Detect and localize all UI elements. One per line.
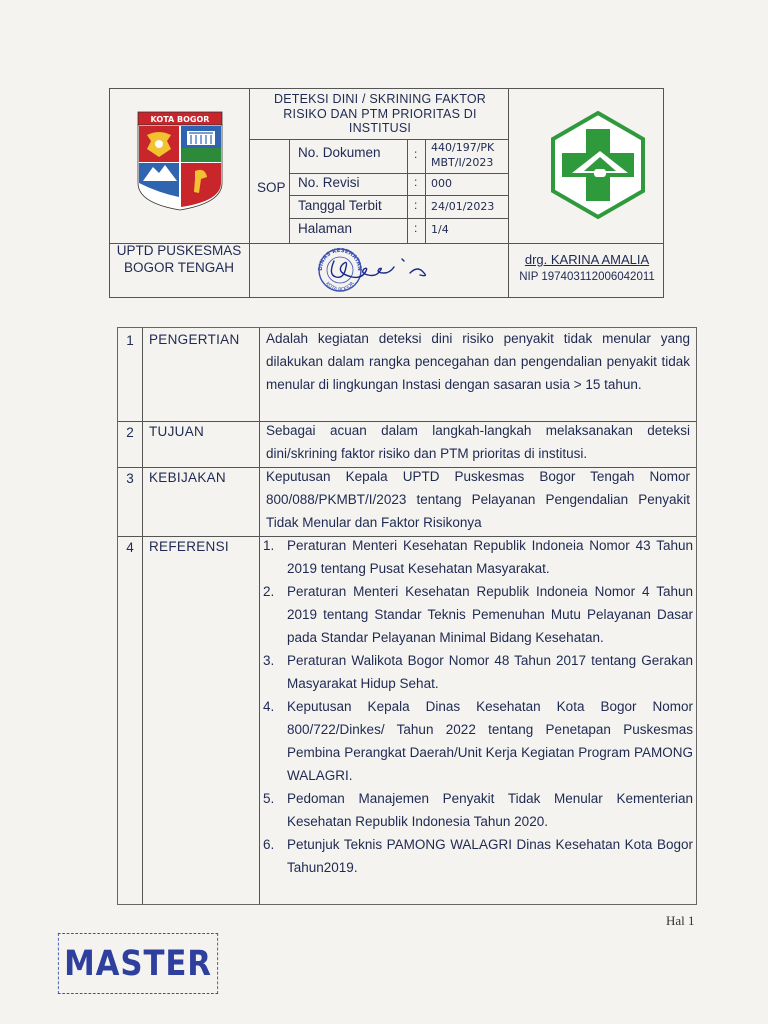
meta-colon: :	[414, 175, 418, 189]
section-text-tujuan: Sebagai acuan dalam langkah-langkah melaksanakan deteksi dini/skrining faktor risiko dan PTM prioritas di institusi.	[266, 423, 690, 461]
section-number: 1	[126, 333, 134, 348]
meta-label-halaman: Halaman	[298, 221, 353, 236]
master-stamp: MASTER	[58, 933, 218, 994]
meta-value-tanggal-terbit: 24/01/2023	[431, 200, 495, 213]
kota-bogor-logo	[137, 111, 223, 211]
divider	[142, 328, 143, 904]
section-title-tujuan: TUJUAN	[149, 424, 205, 439]
list-item-number: 4.	[263, 699, 275, 714]
divider	[289, 139, 290, 243]
meta-label-tanggal-terbit: Tanggal Terbit	[298, 198, 382, 213]
divider	[249, 89, 250, 297]
logo-text: KOTA BOGOR	[150, 115, 210, 124]
sop-label: SOP	[257, 180, 286, 195]
stamp-top-text: DINAS KESEHATAN	[317, 247, 363, 272]
meta-label-no-dokumen: No. Dokumen	[298, 145, 381, 160]
list-item-text: Peraturan Walikota Bogor Nomor 48 Tahun 2017 tentang Gerakan Masyarakat Hidup Sehat.	[287, 653, 693, 691]
list-item-number: 2.	[263, 584, 275, 599]
signer-nip: NIP 197403112006042011	[519, 271, 655, 283]
section-title-referensi: REFERENSI	[149, 539, 229, 554]
list-item-text: Keputusan Kepala Dinas Kesehatan Kota Bogor Nomor 800/722/Dinkes/ Tahun 2022 tentang Penetapan Puskesmas Pembina Perangkat Daerah/Unit Kerja Kegiatan Program PAMONG WALAGRI.	[287, 699, 693, 783]
meta-value-halaman: 1/4	[431, 223, 449, 236]
divider	[425, 139, 426, 243]
content-table	[117, 327, 697, 905]
list-item	[263, 534, 693, 580]
section-number: 4	[126, 540, 134, 555]
divider	[289, 218, 508, 219]
meta-value-no-dokumen: 440/197/PK MBT/I/2023	[431, 141, 495, 169]
divider	[407, 139, 408, 243]
list-item-number: 1.	[263, 538, 275, 553]
list-item-number: 5.	[263, 791, 275, 806]
stamp-bottom-text: KOTA BOGOR	[324, 280, 356, 293]
divider	[289, 173, 508, 174]
section-text-kebijakan: Keputusan Kepala UPTD Puskesmas Bogor Tengah Nomor 800/088/PKMBT/I/2023 tentang Pelayanan Pengendalian Penyakit Tidak Menular dan Faktor Risikonya	[266, 469, 690, 530]
list-item-text: Pedoman Manajemen Penyakit Tidak Menular Kementerian Kesehatan Republik Indonesia Tahun 2020.	[287, 791, 693, 829]
section-number: 2	[126, 425, 134, 440]
meta-colon: :	[414, 198, 418, 212]
sop-header	[109, 88, 664, 298]
list-item	[263, 649, 693, 695]
list-item	[263, 695, 693, 787]
unit-name: UPTD PUSKESMAS BOGOR TENGAH	[116, 243, 242, 275]
meta-label-no-revisi: No. Revisi	[298, 175, 360, 190]
official-stamp-signature	[306, 247, 446, 293]
list-item-text: Peraturan Menteri Kesehatan Republik Indoneia Nomor 4 Tahun 2019 tentang Standar Teknis Pemenuhan Mutu Pelayanan Dasar pada Standar Pelayanan Minimal Bidang Kesehatan.	[287, 584, 693, 645]
divider	[259, 328, 260, 904]
reference-list	[263, 534, 693, 879]
page-number: Hal 1	[666, 913, 695, 928]
section-title-pengertian: PENGERTIAN	[149, 332, 240, 347]
meta-colon: :	[414, 147, 418, 161]
list-item-number: 6.	[263, 837, 275, 852]
list-item	[263, 833, 693, 879]
section-title-kebijakan: KEBIJAKAN	[149, 470, 226, 485]
section-number: 3	[126, 471, 134, 486]
list-item	[263, 787, 693, 833]
svg-text:KOTA BOGOR	[324, 281, 356, 293]
list-item-number: 3.	[263, 653, 275, 668]
document-title: DETEKSI DINI / SKRINING FAKTOR RISIKO DAN PTM PRIORITAS DI INSTITUSI	[273, 92, 487, 135]
puskesmas-logo	[542, 109, 654, 221]
list-item	[263, 580, 693, 649]
section-text-pengertian: Adalah kegiatan deteksi dini risiko penyakit tidak menular yang dilakukan dalam rangka pencegahan dan pengendalian penyakit tidak menular di lingkungan Instasi dengan sasaran usia > 15 tahun.	[266, 331, 690, 392]
list-item-text: Peraturan Menteri Kesehatan Republik Indoneia Nomor 43 Tahun 2019 tentang Pusat Kesehatan Masyarakat.	[287, 538, 693, 576]
divider	[508, 89, 509, 297]
signer-name: drg. KARINA AMALIA	[524, 252, 650, 267]
divider	[289, 195, 508, 196]
meta-colon: :	[414, 221, 418, 235]
meta-value-no-revisi: 000	[431, 177, 452, 190]
list-item-text: Petunjuk Teknis PAMONG WALAGRI Dinas Kesehatan Kota Bogor Tahun2019.	[287, 837, 693, 875]
